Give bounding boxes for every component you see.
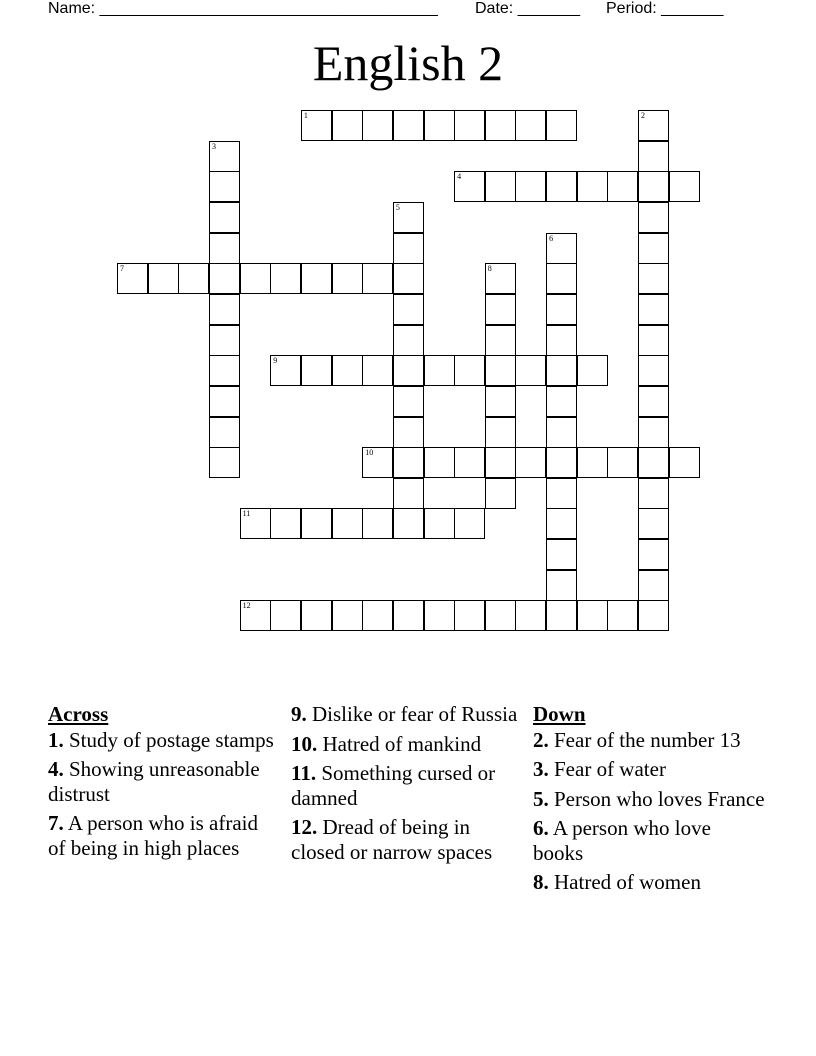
crossword-cell[interactable] [424, 110, 455, 141]
crossword-cell[interactable] [270, 508, 301, 539]
crossword-cell[interactable] [454, 171, 485, 202]
crossword-cell[interactable] [638, 355, 669, 386]
crossword-cell[interactable] [178, 263, 209, 294]
clue-text: Person who loves France [554, 786, 765, 811]
crossword-cell[interactable] [454, 355, 485, 386]
clue-item [533, 757, 765, 782]
crossword-cell[interactable] [638, 110, 669, 141]
clue-number: 12. [291, 815, 318, 839]
crossword-cell[interactable] [301, 110, 332, 141]
cell-number: 12 [242, 601, 251, 611]
crossword-cell[interactable] [301, 263, 332, 294]
crossword-cell[interactable] [515, 600, 546, 631]
crossword-cell[interactable] [638, 386, 669, 417]
clue-item [533, 816, 765, 865]
clue-item [533, 787, 765, 812]
crossword-cell[interactable] [546, 355, 577, 386]
crossword-cell[interactable] [301, 600, 332, 631]
crossword-cell[interactable] [485, 171, 516, 202]
crossword-cell[interactable] [577, 447, 608, 478]
crossword-cell[interactable] [546, 478, 577, 509]
crossword-cell[interactable] [546, 508, 577, 539]
clue-number: 1. [48, 727, 64, 752]
crossword-cell[interactable] [393, 447, 424, 478]
clue-number: 7. [48, 811, 64, 835]
down-heading: Down [533, 702, 586, 726]
clue-item [291, 815, 523, 864]
crossword-cell[interactable] [362, 600, 393, 631]
crossword-cell[interactable] [577, 171, 608, 202]
crossword-cell[interactable] [454, 508, 485, 539]
date-field[interactable]: Date: _______ [475, 0, 580, 17]
clue-number: 10. [291, 731, 318, 756]
crossword-cell[interactable] [485, 263, 516, 294]
clue-text: Dislike or fear of Russia [312, 702, 518, 726]
crossword-cell[interactable] [209, 263, 240, 294]
crossword-cell[interactable] [424, 508, 455, 539]
cell-number: 4 [457, 172, 462, 182]
crossword-cell[interactable] [546, 417, 577, 448]
crossword-cell[interactable] [485, 355, 516, 386]
crossword-cell[interactable] [638, 263, 669, 294]
clues-column-1 [48, 702, 280, 865]
crossword-cell[interactable] [485, 386, 516, 417]
cell-number: 2 [641, 111, 646, 120]
clue-text: Hatred of mankind [322, 731, 482, 756]
clue-text: Study of postage stamps [69, 727, 274, 752]
crossword-cell[interactable] [638, 233, 669, 264]
clue-item [291, 761, 523, 810]
crossword-cell[interactable] [393, 417, 424, 448]
crossword-cell[interactable] [546, 570, 577, 601]
crossword-cell[interactable] [209, 386, 240, 417]
cell-number: 5 [395, 202, 400, 212]
clue-number: 8. [533, 870, 549, 894]
crossword-cell[interactable] [546, 233, 577, 264]
crossword-cell[interactable] [485, 325, 516, 356]
clue-text: Showing unreasonable distrust [48, 757, 260, 806]
crossword-cell[interactable] [209, 447, 240, 478]
clue-item [291, 702, 523, 727]
crossword-cell[interactable] [638, 171, 669, 202]
crossword-cell[interactable] [393, 386, 424, 417]
crossword-cell[interactable] [362, 263, 393, 294]
crossword-cell[interactable] [454, 600, 485, 631]
clue-text: A person who is afraid of being in high places [48, 811, 258, 860]
crossword-cell[interactable] [515, 355, 546, 386]
crossword-cell[interactable] [454, 110, 485, 141]
crossword-cell[interactable] [393, 325, 424, 356]
crossword-cell[interactable] [607, 447, 638, 478]
crossword-cell[interactable] [332, 600, 363, 631]
student-info-header [48, 0, 748, 20]
crossword-cell[interactable] [607, 171, 638, 202]
crossword-cell[interactable] [332, 508, 363, 539]
crossword-cell[interactable] [515, 171, 546, 202]
crossword-cell[interactable] [362, 355, 393, 386]
clue-text: Hatred of women [554, 870, 701, 894]
crossword-cell[interactable] [485, 478, 516, 509]
clue-number: 2. [533, 727, 549, 752]
crossword-cell[interactable] [424, 447, 455, 478]
crossword-cell[interactable] [209, 417, 240, 448]
crossword-cell[interactable] [485, 600, 516, 631]
crossword-cell[interactable] [393, 478, 424, 509]
crossword-cell[interactable] [546, 110, 577, 141]
crossword-cell[interactable] [117, 263, 148, 294]
page-title: English 2 [312, 35, 504, 91]
cell-number: 6 [549, 233, 554, 243]
cell-number: 11 [242, 509, 251, 519]
crossword-cell[interactable] [546, 294, 577, 325]
clue-item [533, 870, 765, 895]
clue-number: 11. [291, 761, 317, 785]
crossword-cell[interactable] [209, 171, 240, 202]
crossword-cell[interactable] [209, 202, 240, 233]
cell-number: 7 [120, 264, 124, 274]
crossword-cell[interactable] [485, 417, 516, 448]
crossword-cell[interactable] [515, 110, 546, 141]
crossword-cell[interactable] [546, 600, 577, 631]
clues-column-2 [291, 702, 523, 869]
crossword-cell[interactable] [638, 325, 669, 356]
crossword-cell[interactable] [362, 110, 393, 141]
clue-item [533, 728, 765, 753]
crossword-cell[interactable] [546, 263, 577, 294]
crossword-cell[interactable] [393, 508, 424, 539]
clue-text: A person who love books [533, 816, 711, 865]
crossword-cell[interactable] [332, 355, 363, 386]
cell-number: 8 [487, 264, 492, 274]
crossword-cell[interactable] [577, 600, 608, 631]
crossword-cell[interactable] [362, 508, 393, 539]
crossword-cell[interactable] [393, 110, 424, 141]
crossword-cell[interactable] [424, 600, 455, 631]
crossword-cell[interactable] [638, 600, 669, 631]
crossword-cell[interactable] [240, 263, 271, 294]
crossword-cell[interactable] [301, 508, 332, 539]
cell-number: 9 [273, 356, 278, 366]
clue-item [291, 732, 523, 757]
crossword-cell[interactable] [607, 600, 638, 631]
clue-text: Fear of the number 13 [554, 727, 741, 752]
crossword-cell[interactable] [638, 570, 669, 601]
cell-number: 1 [303, 111, 308, 120]
crossword-cell[interactable] [638, 447, 669, 478]
crossword-cell[interactable] [209, 141, 240, 172]
crossword-cell[interactable] [424, 355, 455, 386]
crossword-cell[interactable] [209, 325, 240, 356]
crossword-cell[interactable] [209, 355, 240, 386]
across-heading: Across [48, 702, 109, 726]
crossword-cell[interactable] [393, 263, 424, 294]
clue-number: 3. [533, 757, 549, 781]
period-field[interactable]: Period: _______ [606, 0, 724, 17]
crossword-cell[interactable] [332, 110, 363, 141]
crossword-cell[interactable] [669, 447, 700, 478]
clue-text: Something cursed or damned [291, 761, 496, 810]
crossword-cell[interactable] [148, 263, 179, 294]
clue-item [48, 757, 280, 806]
crossword-cell[interactable] [638, 417, 669, 448]
crossword-cell[interactable] [362, 447, 393, 478]
crossword-cell[interactable] [577, 355, 608, 386]
crossword-cell[interactable] [240, 600, 271, 631]
crossword-cell[interactable] [393, 294, 424, 325]
clues-column-3 [533, 702, 765, 900]
clue-number: 4. [48, 757, 64, 781]
clue-text: Fear of water [554, 757, 666, 781]
clue-item [48, 811, 280, 860]
crossword-cell[interactable] [393, 202, 424, 233]
crossword-cell[interactable] [454, 447, 485, 478]
clue-number: 5. [533, 786, 549, 811]
clue-number: 9. [291, 702, 307, 726]
clue-text: Dread of being in closed or narrow spaces [291, 815, 493, 864]
crossword-cell[interactable] [485, 294, 516, 325]
crossword-cell[interactable] [515, 447, 546, 478]
crossword-cell[interactable] [270, 600, 301, 631]
crossword-cell[interactable] [270, 263, 301, 294]
crossword-cell[interactable] [546, 171, 577, 202]
crossword-cell[interactable] [485, 110, 516, 141]
cell-number: 3 [211, 141, 216, 151]
crossword-cell[interactable] [546, 447, 577, 478]
crossword-cell[interactable] [270, 355, 301, 386]
crossword-cell[interactable] [638, 508, 669, 539]
name-field[interactable]: Name: ______________________________________ [48, 0, 438, 17]
crossword-cell[interactable] [485, 447, 516, 478]
crossword-cell[interactable] [332, 263, 363, 294]
cell-number: 10 [365, 448, 374, 458]
crossword-cell[interactable] [638, 478, 669, 509]
crossword-cell[interactable] [669, 171, 700, 202]
crossword-cell[interactable] [393, 600, 424, 631]
clue-item [48, 728, 280, 753]
crossword-cell[interactable] [546, 539, 577, 570]
crossword-cell[interactable] [393, 355, 424, 386]
clue-number: 6. [533, 816, 549, 840]
crossword-cell[interactable] [546, 325, 577, 356]
crossword-cell[interactable] [638, 539, 669, 570]
crossword-cell[interactable] [546, 386, 577, 417]
crossword-cell[interactable] [638, 141, 669, 172]
crossword-cell[interactable] [638, 294, 669, 325]
crossword-cell[interactable] [240, 508, 271, 539]
crossword-cell[interactable] [638, 202, 669, 233]
crossword-cell[interactable] [301, 355, 332, 386]
crossword-cell[interactable] [209, 233, 240, 264]
crossword-cell[interactable] [393, 233, 424, 264]
crossword-cell[interactable] [209, 294, 240, 325]
